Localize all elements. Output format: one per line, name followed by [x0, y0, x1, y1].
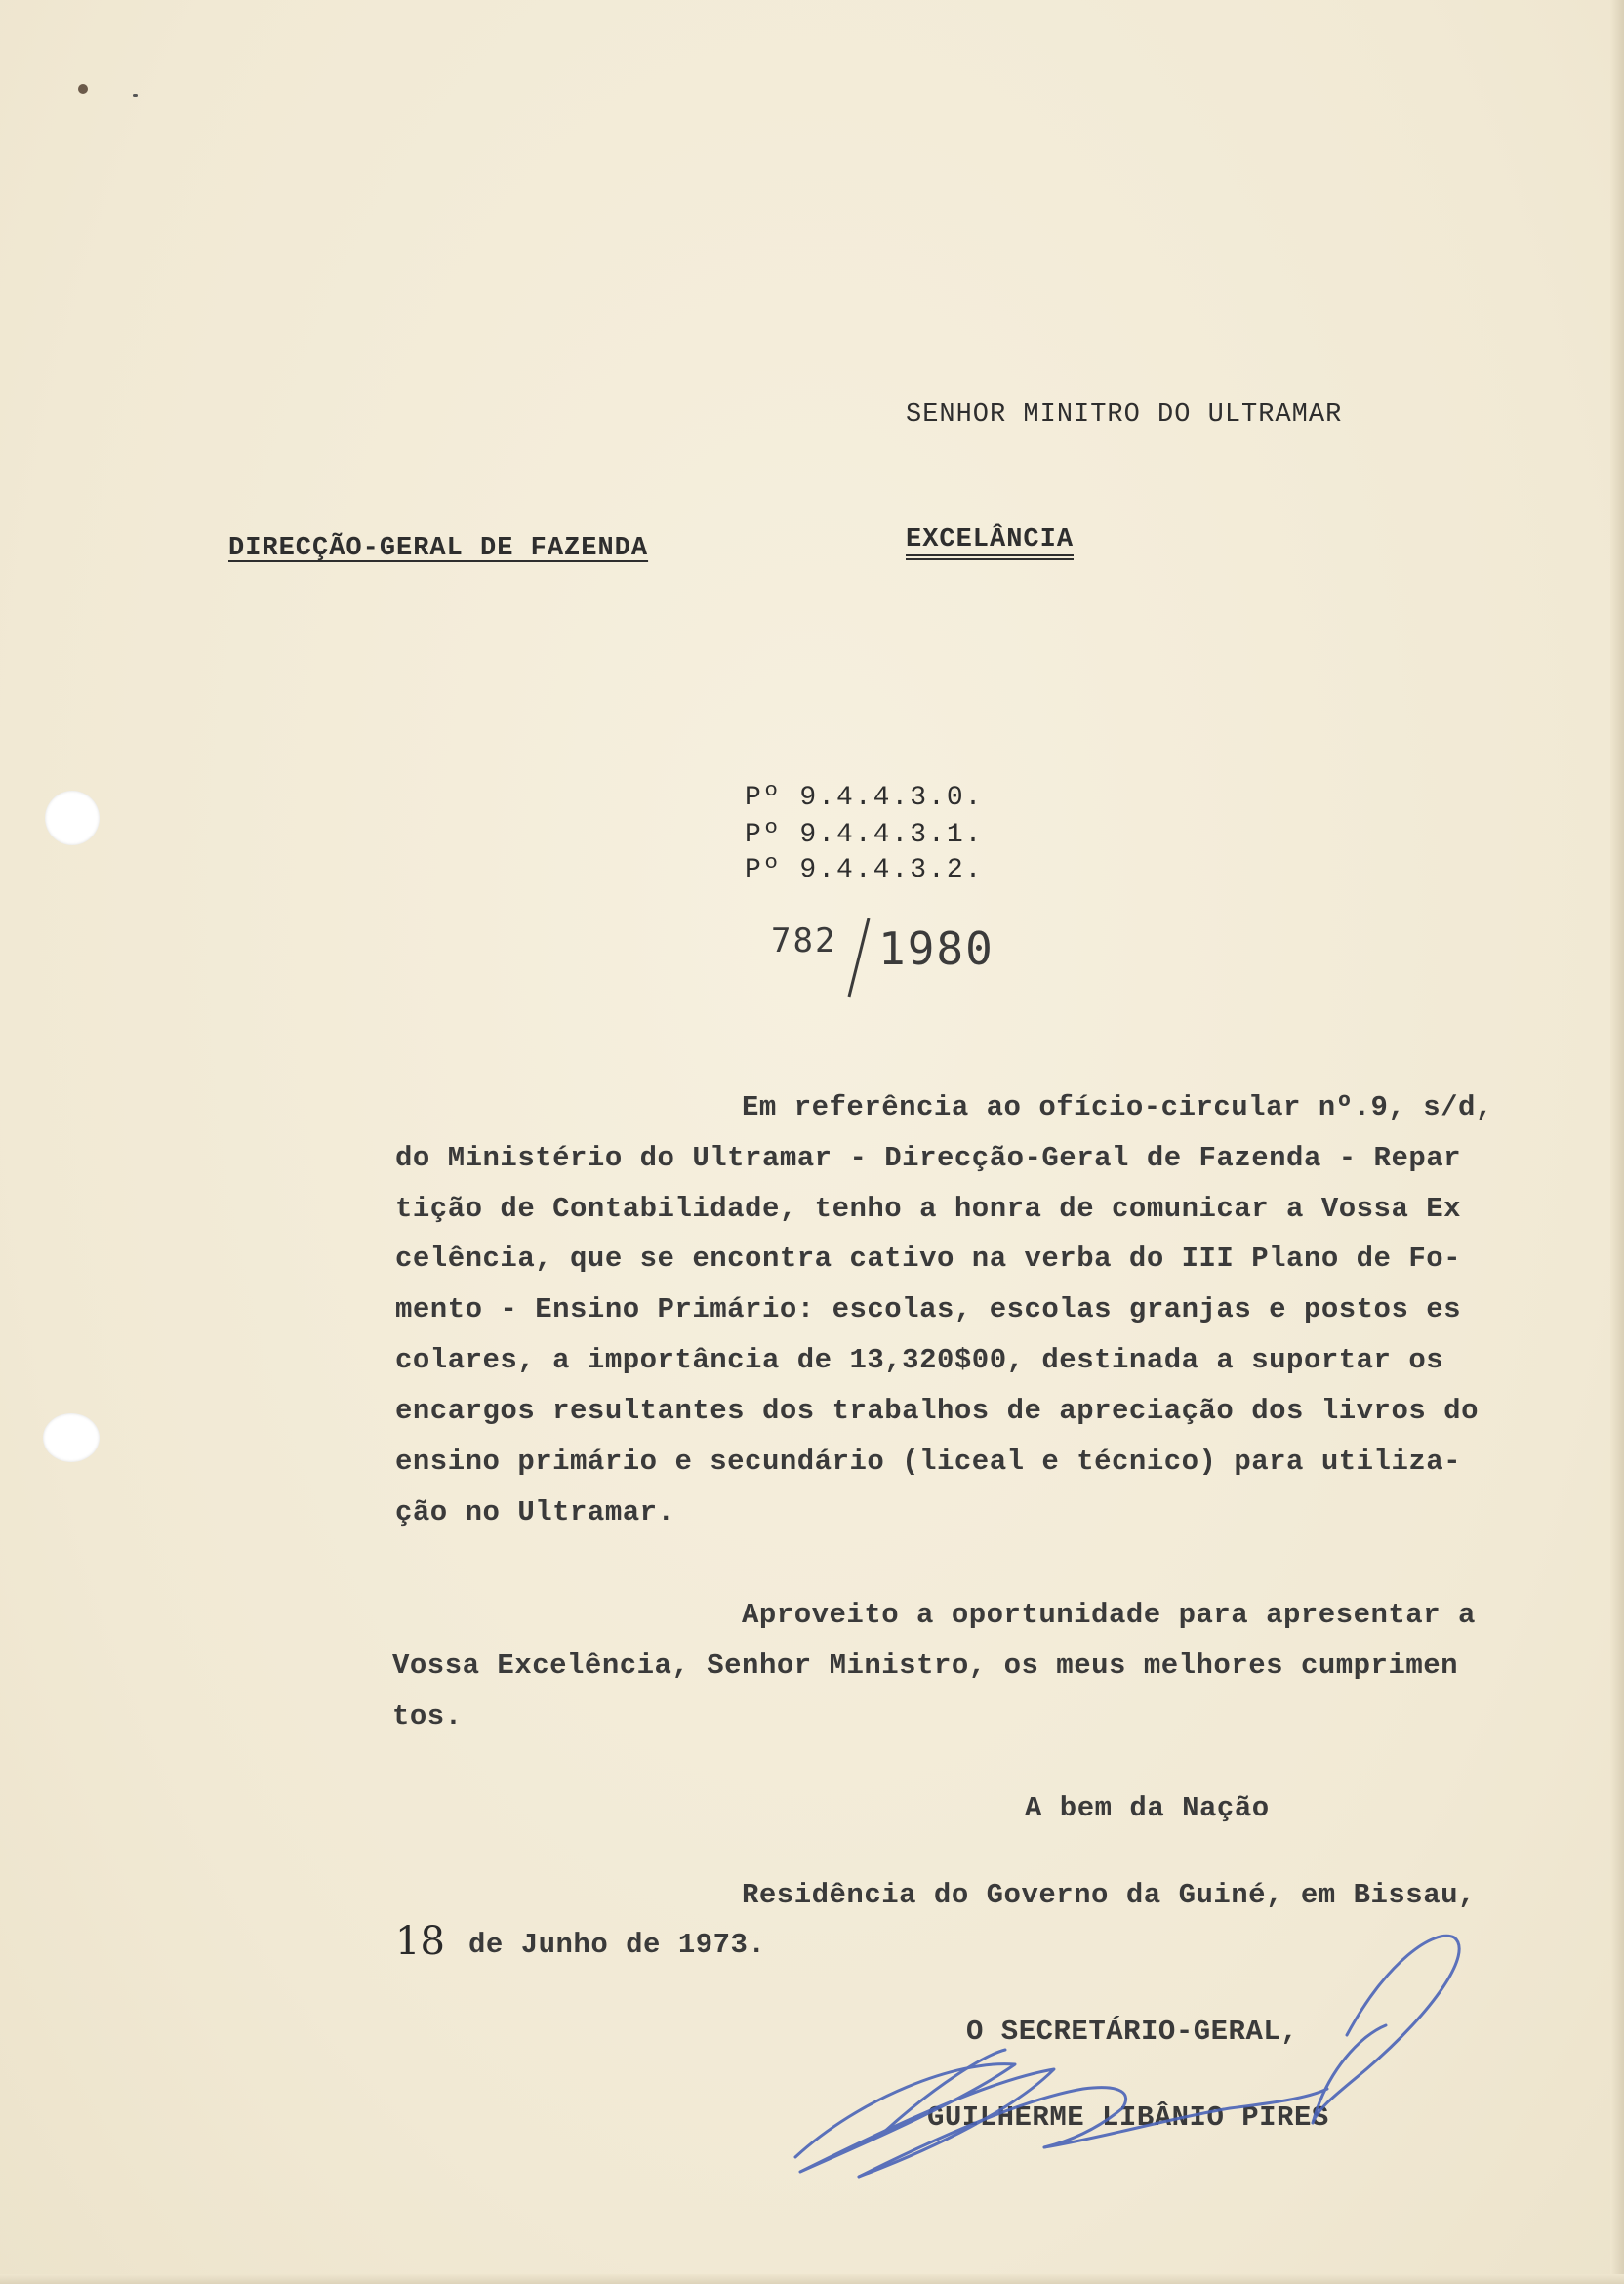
body-line: Aproveito a oportunidade para apresentar a — [742, 1599, 1476, 1631]
body-line: colares, a importância de 13,320$00, destinada a suportar os — [395, 1344, 1444, 1376]
body-line: ção no Ultramar. — [395, 1496, 675, 1529]
stamp-number: 782 — [771, 921, 837, 960]
salutation-heading: EXCELÂNCIA — [906, 525, 1074, 560]
handwritten-day: 18 — [395, 1919, 445, 1964]
body-line: mento - Ensino Primário: escolas, escolas granjas e postos es — [395, 1293, 1462, 1326]
stamp-slash — [839, 913, 878, 1000]
closing-date: de Junho de 1973. — [468, 1929, 766, 1961]
body-line: Em referência ao ofício-circular nº.9, s/d, — [742, 1091, 1493, 1123]
punch-hole-top — [45, 791, 100, 845]
closing-place: Residência do Governo da Guiné, em Bissau, — [742, 1879, 1476, 1911]
closing-motto: A bem da Nação — [1025, 1792, 1270, 1824]
signer-name: GUILHERME LIBÂNIO PIRES — [927, 2101, 1329, 2134]
punch-hole-bottom — [43, 1413, 100, 1462]
process-reference-1: Pº 9.4.4.3.0. — [745, 783, 984, 813]
paper-edge-right — [1610, 0, 1624, 2284]
department-heading: DIRECÇÃO-GERAL DE FAZENDA — [228, 534, 649, 563]
body-line: tição de Contabilidade, tenho a honra de comunicar a Vossa Ex — [395, 1193, 1462, 1225]
addressee-line: SENHOR MINITRO DO ULTRAMAR — [906, 400, 1343, 429]
ink-speck — [133, 94, 138, 97]
body-line: celência, que se encontra cativo na verba do III Plano de Fo- — [395, 1243, 1462, 1275]
body-line: encargos resultantes dos trabalhos de apreciação dos livros do — [395, 1395, 1479, 1427]
body-line: Vossa Excelência, Senhor Ministro, os meus melhores cumprimen — [392, 1650, 1459, 1682]
signer-title: O SECRETÁRIO-GERAL, — [966, 2016, 1299, 2048]
process-reference-3: Pº 9.4.4.3.2. — [745, 855, 984, 885]
body-line: do Ministério do Ultramar - Direcção-Geral de Fazenda - Repar — [395, 1142, 1462, 1174]
paper-edge-bottom — [0, 2274, 1624, 2284]
process-reference-2: Pº 9.4.4.3.1. — [745, 820, 984, 850]
body-line: tos. — [392, 1700, 463, 1733]
stamp-year: 1980 — [878, 922, 995, 975]
body-line: ensino primário e secundário (liceal e técnico) para utiliza- — [395, 1446, 1462, 1478]
ink-speck — [78, 84, 88, 94]
